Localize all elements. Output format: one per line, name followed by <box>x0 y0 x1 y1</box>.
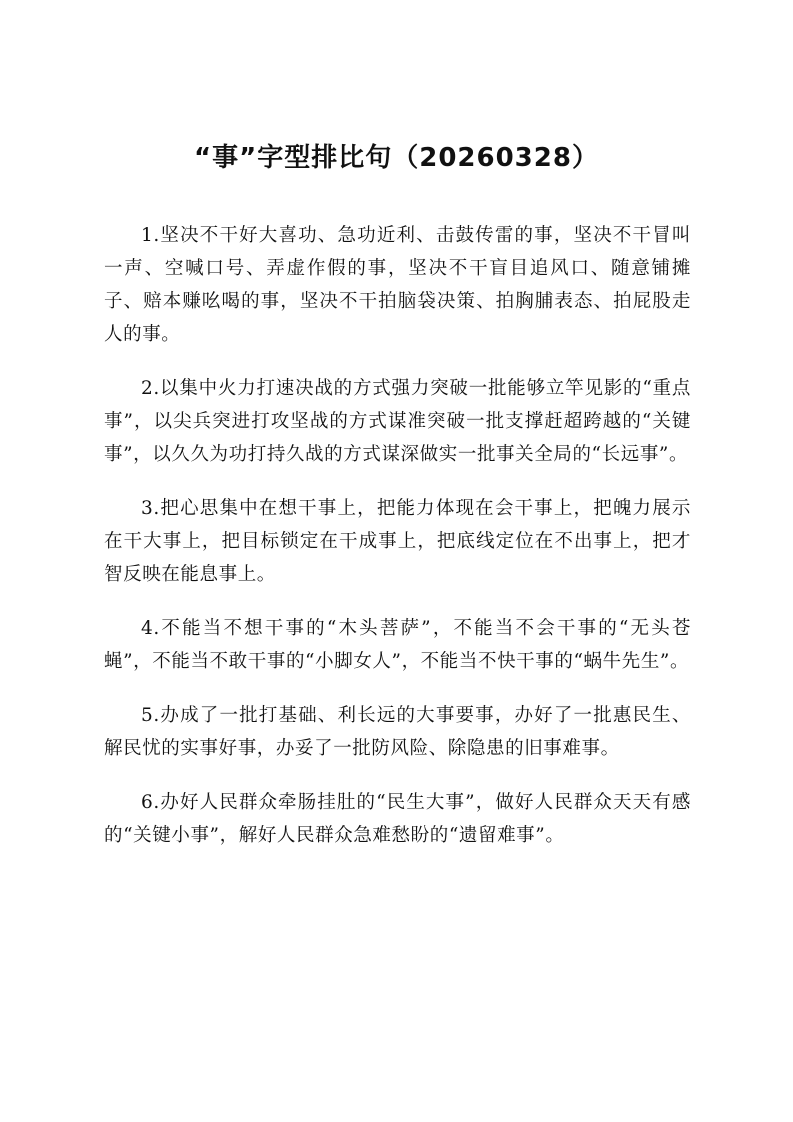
document-body <box>104 219 691 873</box>
paragraph-1: 1.坚决不干好大喜功、急功近利、击鼓传雷的事，坚决不干冒叫一声、空喊口号、弄虚作假的事，坚决不干盲目追风口、随意铺摊子、赔本赚吆喝的事，坚决不干拍脑袋决策、拍胸脯表态、拍屁股走人的事。 <box>104 225 691 345</box>
paragraph-3: 3.把心思集中在想干事上，把能力体现在会干事上，把魄力展示在干大事上，把目标锁定在干成事上，把底线定位在不出事上，把才智反映在能息事上。 <box>104 498 691 585</box>
paragraph-5: 5.办成了一批打基础、利长远的大事要事，办好了一批惠民生、解民忧的实事好事，办妥了一批防风险、除隐患的旧事难事。 <box>104 705 691 759</box>
paragraph-2: 2.以集中火力打速决战的方式强力突破一批能够立竿见影的“重点事”，以尖兵突进打攻坚战的方式谋准突破一批支撑赶超跨越的“关键事”，以久久为功打持久战的方式谋深做实一批事关全局的“长远事”。 <box>104 378 691 465</box>
paragraph-4: 4.不能当不想干事的“木头菩萨”，不能当不会干事的“无头苍蝇”，不能当不敢干事的“小脚女人”，不能当不快干事的“蜗牛先生”。 <box>104 618 691 672</box>
document-title: “事”字型排比句（20260328） <box>194 143 599 173</box>
paragraph-6: 6.办好人民群众牵肠挂肚的“民生大事”，做好人民群众天天有感的“关键小事”，解好人民群众急难愁盼的“遗留难事”。 <box>104 792 691 846</box>
